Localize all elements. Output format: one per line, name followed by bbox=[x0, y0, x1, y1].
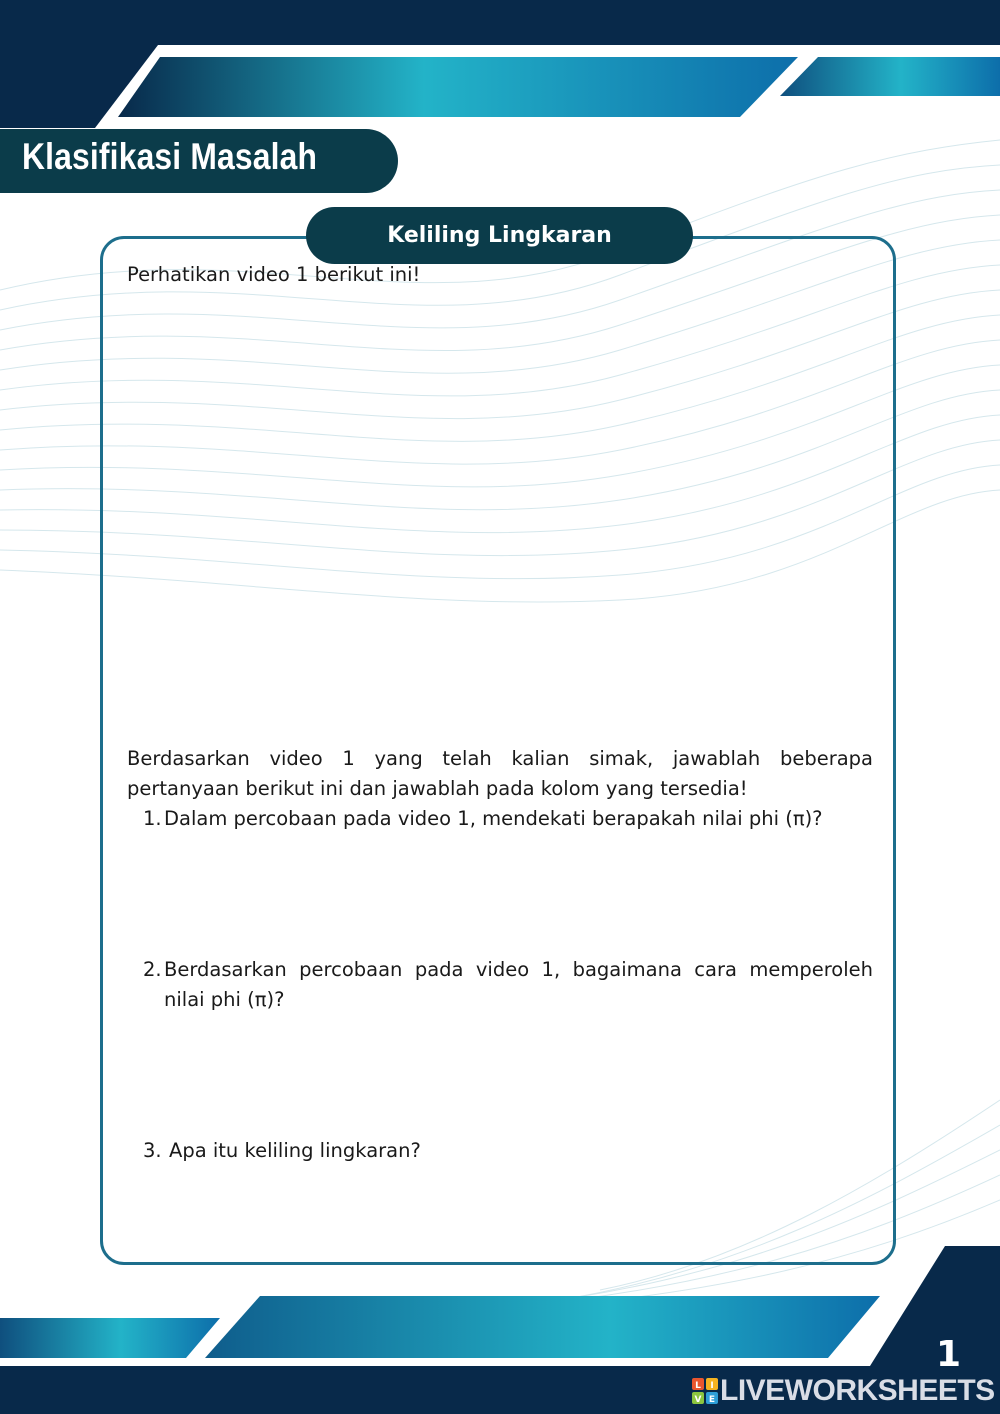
section-title: Keliling Lingkaran bbox=[306, 207, 693, 264]
logo-letter-v: V bbox=[694, 1395, 702, 1404]
page-number: 1 bbox=[936, 1334, 962, 1375]
intro-text: Perhatikan video 1 berikut ini! bbox=[127, 263, 421, 286]
question-1-text: Dalam percobaan pada video 1, mendekati berapakah nilai phi (π)? bbox=[164, 807, 823, 830]
top-accent-stripe bbox=[118, 57, 798, 117]
page-title: Klasifikasi Masalah bbox=[22, 136, 318, 177]
instruction-text: Berdasarkan video 1 yang telah kalian simak, jawablah beberapa pertanyaan berikut ini dan jawablah pada kolom yang tersedia! bbox=[127, 747, 873, 800]
question-3-text: Apa itu keliling lingkaran? bbox=[169, 1139, 421, 1162]
logo-letter-l: L bbox=[695, 1381, 701, 1391]
liveworksheets-watermark bbox=[692, 1374, 995, 1408]
watermark-text: LIVEWORKSHEETS bbox=[720, 1374, 995, 1407]
logo-letter-e: E bbox=[708, 1395, 716, 1404]
question-2-number: 2. bbox=[143, 958, 162, 981]
question-1-number: 1. bbox=[143, 807, 162, 830]
liveworksheets-logo-icon bbox=[692, 1378, 718, 1404]
bottom-left-stripe bbox=[0, 1318, 220, 1358]
question-2-text: Berdasarkan percobaan pada video 1, bagaimana cara memperoleh nilai phi (π)? bbox=[164, 958, 873, 1011]
logo-letter-i: I bbox=[710, 1381, 714, 1391]
bottom-accent-stripe bbox=[205, 1296, 880, 1358]
top-band bbox=[0, 0, 1000, 45]
question-3-number: 3. bbox=[143, 1139, 162, 1162]
top-right-stripe bbox=[780, 57, 1000, 96]
